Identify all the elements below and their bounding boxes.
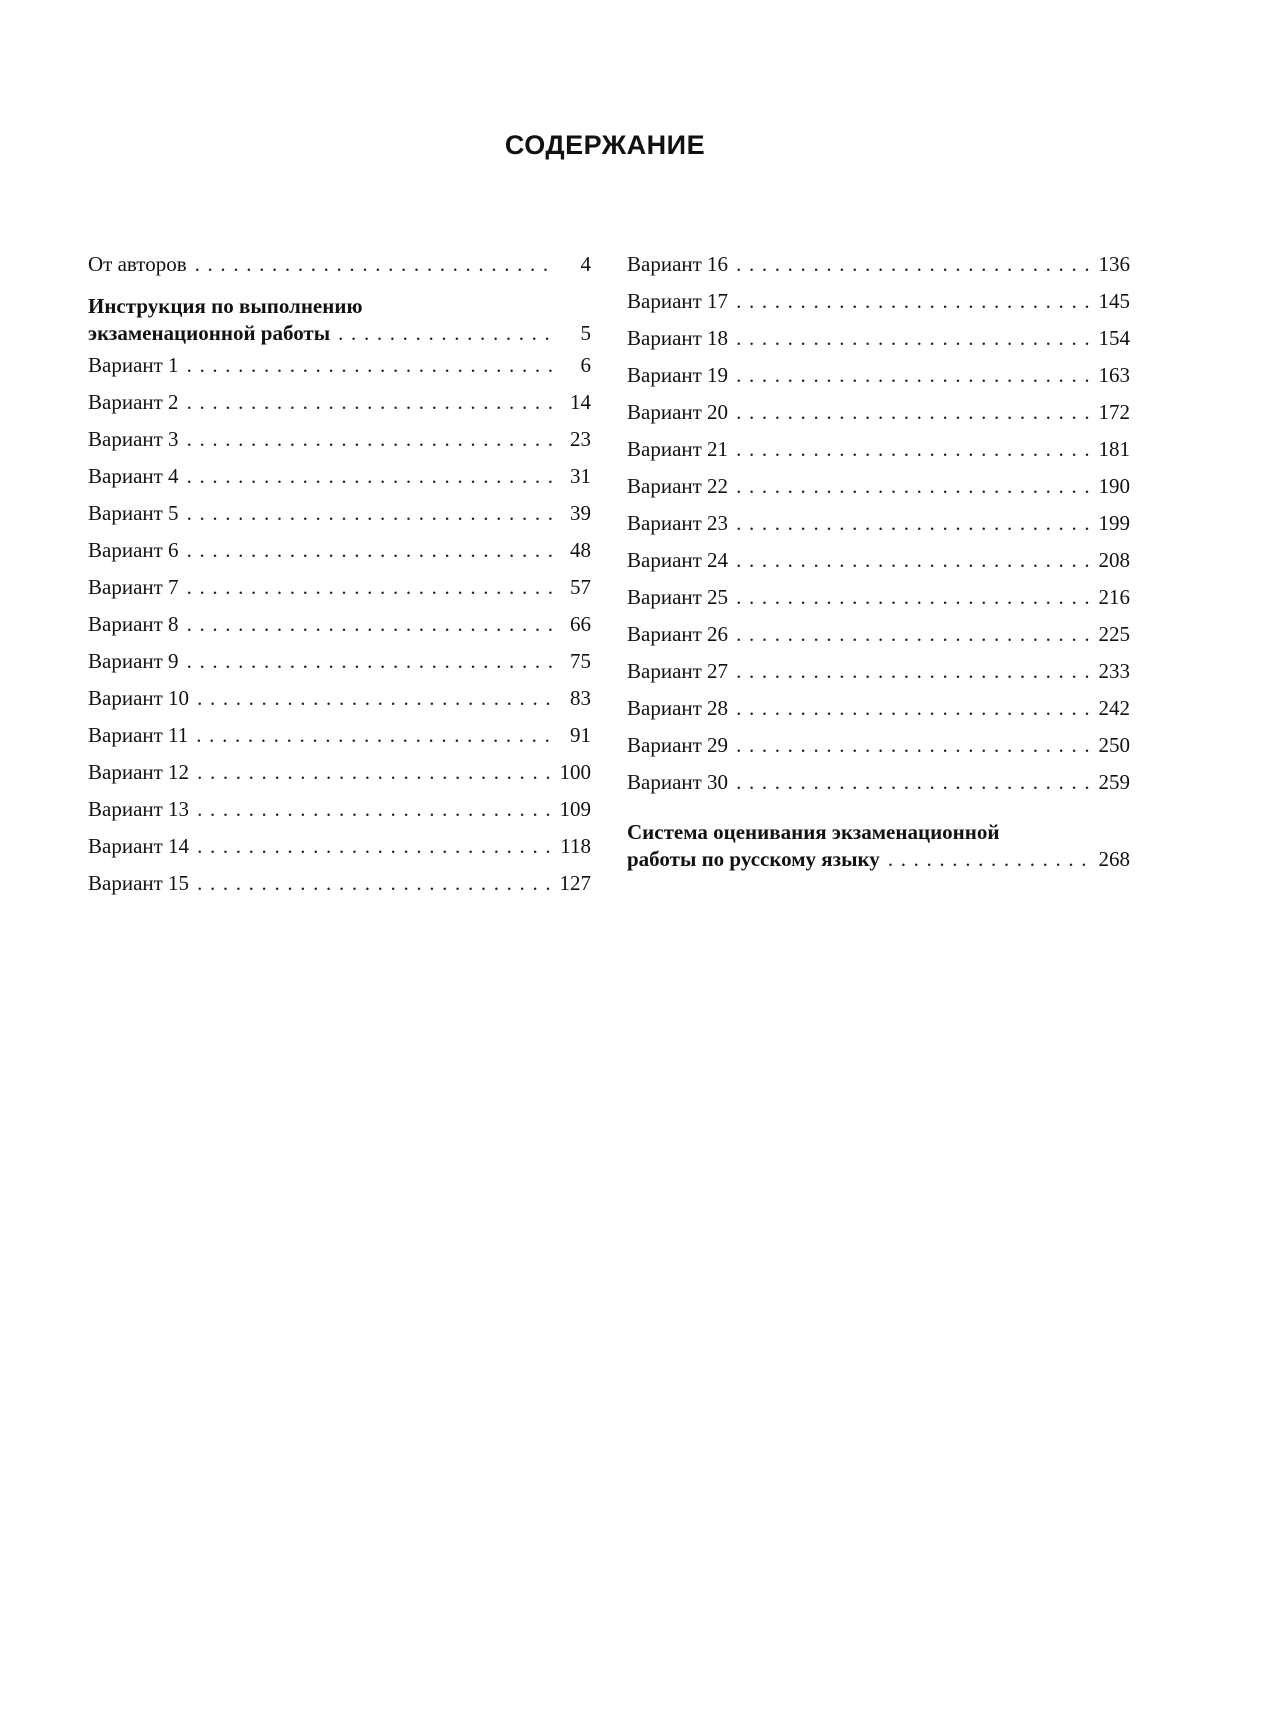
toc-entry-variant[interactable] — [627, 690, 1130, 727]
dot-leader — [736, 283, 1090, 320]
dot-leader — [736, 616, 1090, 653]
dot-leader — [187, 458, 553, 495]
dot-leader — [736, 320, 1090, 357]
toc-entry-variant[interactable] — [88, 643, 591, 680]
toc-page-number: 23 — [570, 427, 591, 451]
dot-leader — [197, 828, 552, 865]
toc-entry-label: Вариант 2 — [88, 390, 179, 414]
toc-page-number: 39 — [570, 501, 591, 525]
page-title: СОДЕРЖАНИЕ — [504, 130, 706, 160]
toc-page-number: 118 — [560, 834, 591, 858]
toc-entry-label: Вариант 13 — [88, 797, 190, 821]
toc-entry-label: Вариант 24 — [627, 548, 729, 572]
dot-leader — [736, 468, 1090, 505]
toc-page-number: 31 — [570, 464, 591, 488]
dot-leader — [196, 717, 553, 754]
toc-entry-label-line1: Инструкция по выполнению — [88, 294, 363, 318]
toc-entry-instructions[interactable] — [88, 293, 591, 347]
toc-entry-variant[interactable] — [627, 431, 1130, 468]
toc-entry-variant[interactable] — [88, 569, 591, 606]
toc-page-number: 199 — [1098, 511, 1130, 535]
toc-page-number: 127 — [559, 871, 591, 895]
dot-leader — [736, 357, 1090, 394]
toc-entry-label: Вариант 8 — [88, 612, 179, 636]
toc-variant-list-right — [627, 246, 1130, 801]
toc-entry-label-line2: экзаменационной работы — [88, 321, 331, 345]
toc-page-number: 91 — [570, 723, 591, 747]
dot-leader — [187, 532, 553, 569]
dot-leader — [197, 865, 551, 902]
toc-entry-variant[interactable] — [88, 347, 591, 384]
dot-leader — [187, 643, 553, 680]
dot-leader — [338, 320, 553, 347]
toc-entry-variant[interactable] — [627, 283, 1130, 320]
toc-entry-variant[interactable] — [88, 828, 591, 865]
dot-leader — [187, 421, 553, 458]
toc-page-number: 145 — [1098, 289, 1130, 313]
dot-leader — [736, 579, 1090, 616]
dot-leader — [736, 431, 1090, 468]
toc-entry-label: Вариант 20 — [627, 400, 729, 424]
toc-entry-variant[interactable] — [627, 764, 1130, 801]
dot-leader — [736, 394, 1090, 431]
toc-entry-grading[interactable] — [627, 819, 1130, 873]
toc-page-number: 66 — [570, 612, 591, 636]
toc-entry-variant[interactable] — [627, 246, 1130, 283]
toc-entry-label: Вариант 4 — [88, 464, 179, 488]
toc-entry-label: От авторов — [88, 252, 187, 276]
toc-page-number: 83 — [570, 686, 591, 710]
dot-leader — [197, 791, 551, 828]
toc-entry-label: Вариант 11 — [88, 723, 189, 747]
toc-entry-label: Вариант 6 — [88, 538, 179, 562]
toc-entry-variant[interactable] — [627, 653, 1130, 690]
toc-entry-variant[interactable] — [88, 606, 591, 643]
toc-page-number: 154 — [1098, 326, 1130, 350]
toc-page-number: 208 — [1098, 548, 1130, 572]
toc-page-number: 14 — [570, 390, 591, 414]
toc-entry-label: Вариант 19 — [627, 363, 729, 387]
toc-entry-variant[interactable] — [627, 727, 1130, 764]
toc-page-number: 109 — [559, 797, 591, 821]
toc-page-number: 259 — [1098, 770, 1130, 794]
toc-entry-variant[interactable] — [627, 357, 1130, 394]
toc-column-left — [88, 246, 591, 902]
toc-entry-label: Вариант 21 — [627, 437, 729, 461]
toc-page-number: 75 — [570, 649, 591, 673]
toc-entry-label: Вариант 7 — [88, 575, 179, 599]
toc-entry-variant[interactable] — [88, 421, 591, 458]
toc-entry-label: Вариант 14 — [88, 834, 190, 858]
toc-page-number: 250 — [1098, 733, 1130, 757]
dot-leader — [736, 690, 1090, 727]
toc-page-number: 225 — [1098, 622, 1130, 646]
dot-leader — [736, 542, 1090, 579]
toc-entry-variant[interactable] — [627, 320, 1130, 357]
toc-entry-label: Вариант 3 — [88, 427, 179, 451]
toc-entry-variant[interactable] — [627, 505, 1130, 542]
toc-column-right — [627, 246, 1130, 873]
dot-leader — [195, 246, 553, 283]
toc-entry-label: Вариант 17 — [627, 289, 729, 313]
dot-leader — [736, 727, 1090, 764]
toc-entry-label: Вариант 1 — [88, 353, 179, 377]
toc-entry-label: Вариант 15 — [88, 871, 190, 895]
dot-leader — [187, 347, 553, 384]
toc-page-number: 5 — [580, 321, 591, 345]
toc-entry-variant[interactable] — [627, 616, 1130, 653]
toc-entry-variant[interactable] — [88, 680, 591, 717]
toc-entry-label: Вариант 16 — [627, 252, 729, 276]
toc-entry-label: Вариант 10 — [88, 686, 190, 710]
toc-entry-variant[interactable] — [88, 458, 591, 495]
toc-page-number: 4 — [580, 252, 591, 276]
dot-leader — [197, 680, 553, 717]
toc-entry-variant[interactable] — [88, 865, 591, 902]
toc-page-number: 268 — [1098, 847, 1130, 871]
toc-entry-label: Вариант 29 — [627, 733, 729, 757]
toc-variant-list-left — [88, 347, 591, 902]
toc-page-number: 136 — [1098, 252, 1130, 276]
toc-page-number: 6 — [580, 353, 591, 377]
dot-leader — [187, 606, 553, 643]
toc-page-number: 233 — [1098, 659, 1130, 683]
dot-leader — [736, 246, 1090, 283]
toc-entry-label: Вариант 26 — [627, 622, 729, 646]
toc-entry-variant[interactable] — [88, 754, 591, 791]
dot-leader — [736, 764, 1090, 801]
toc-page-number: 190 — [1098, 474, 1130, 498]
dot-leader — [187, 384, 553, 421]
toc-page-number: 48 — [570, 538, 591, 562]
toc-page-number: 163 — [1098, 363, 1130, 387]
toc-entry-variant[interactable] — [627, 468, 1130, 505]
toc-entry-label: Вариант 18 — [627, 326, 729, 350]
toc-entry-label: Вариант 28 — [627, 696, 729, 720]
toc-entry-label: Вариант 25 — [627, 585, 729, 609]
toc-entry-from-authors[interactable] — [88, 246, 591, 283]
toc-page-number: 100 — [559, 760, 591, 784]
dot-leader — [888, 846, 1091, 873]
toc-entry-variant[interactable] — [627, 579, 1130, 616]
toc-entry-variant[interactable] — [627, 542, 1130, 579]
toc-entry-label-line2: работы по русскому языку — [627, 847, 880, 871]
toc-page-number: 57 — [570, 575, 591, 599]
toc-page-number: 172 — [1098, 400, 1130, 424]
toc-page-number: 181 — [1098, 437, 1130, 461]
dot-leader — [197, 754, 551, 791]
toc-entry-label: Вариант 30 — [627, 770, 729, 794]
toc-entry-label: Вариант 12 — [88, 760, 190, 784]
toc-entry-label: Вариант 27 — [627, 659, 729, 683]
dot-leader — [187, 495, 553, 532]
toc-entry-label: Вариант 9 — [88, 649, 179, 673]
toc-entry-variant[interactable] — [88, 384, 591, 421]
toc-entry-label: Вариант 5 — [88, 501, 179, 525]
toc-entry-variant[interactable] — [88, 791, 591, 828]
toc-entry-label: Вариант 23 — [627, 511, 729, 535]
toc-page-number: 216 — [1098, 585, 1130, 609]
dot-leader — [187, 569, 553, 606]
dot-leader — [736, 653, 1090, 690]
toc-entry-variant[interactable] — [88, 532, 591, 569]
toc-entry-variant[interactable] — [627, 394, 1130, 431]
toc-page-number: 242 — [1098, 696, 1130, 720]
toc-entry-label-line1: Система оценивания экзаменационной — [627, 820, 1000, 844]
dot-leader — [736, 505, 1090, 542]
toc-entry-label: Вариант 22 — [627, 474, 729, 498]
toc-entry-variant[interactable] — [88, 495, 591, 532]
toc-entry-variant[interactable] — [88, 717, 591, 754]
